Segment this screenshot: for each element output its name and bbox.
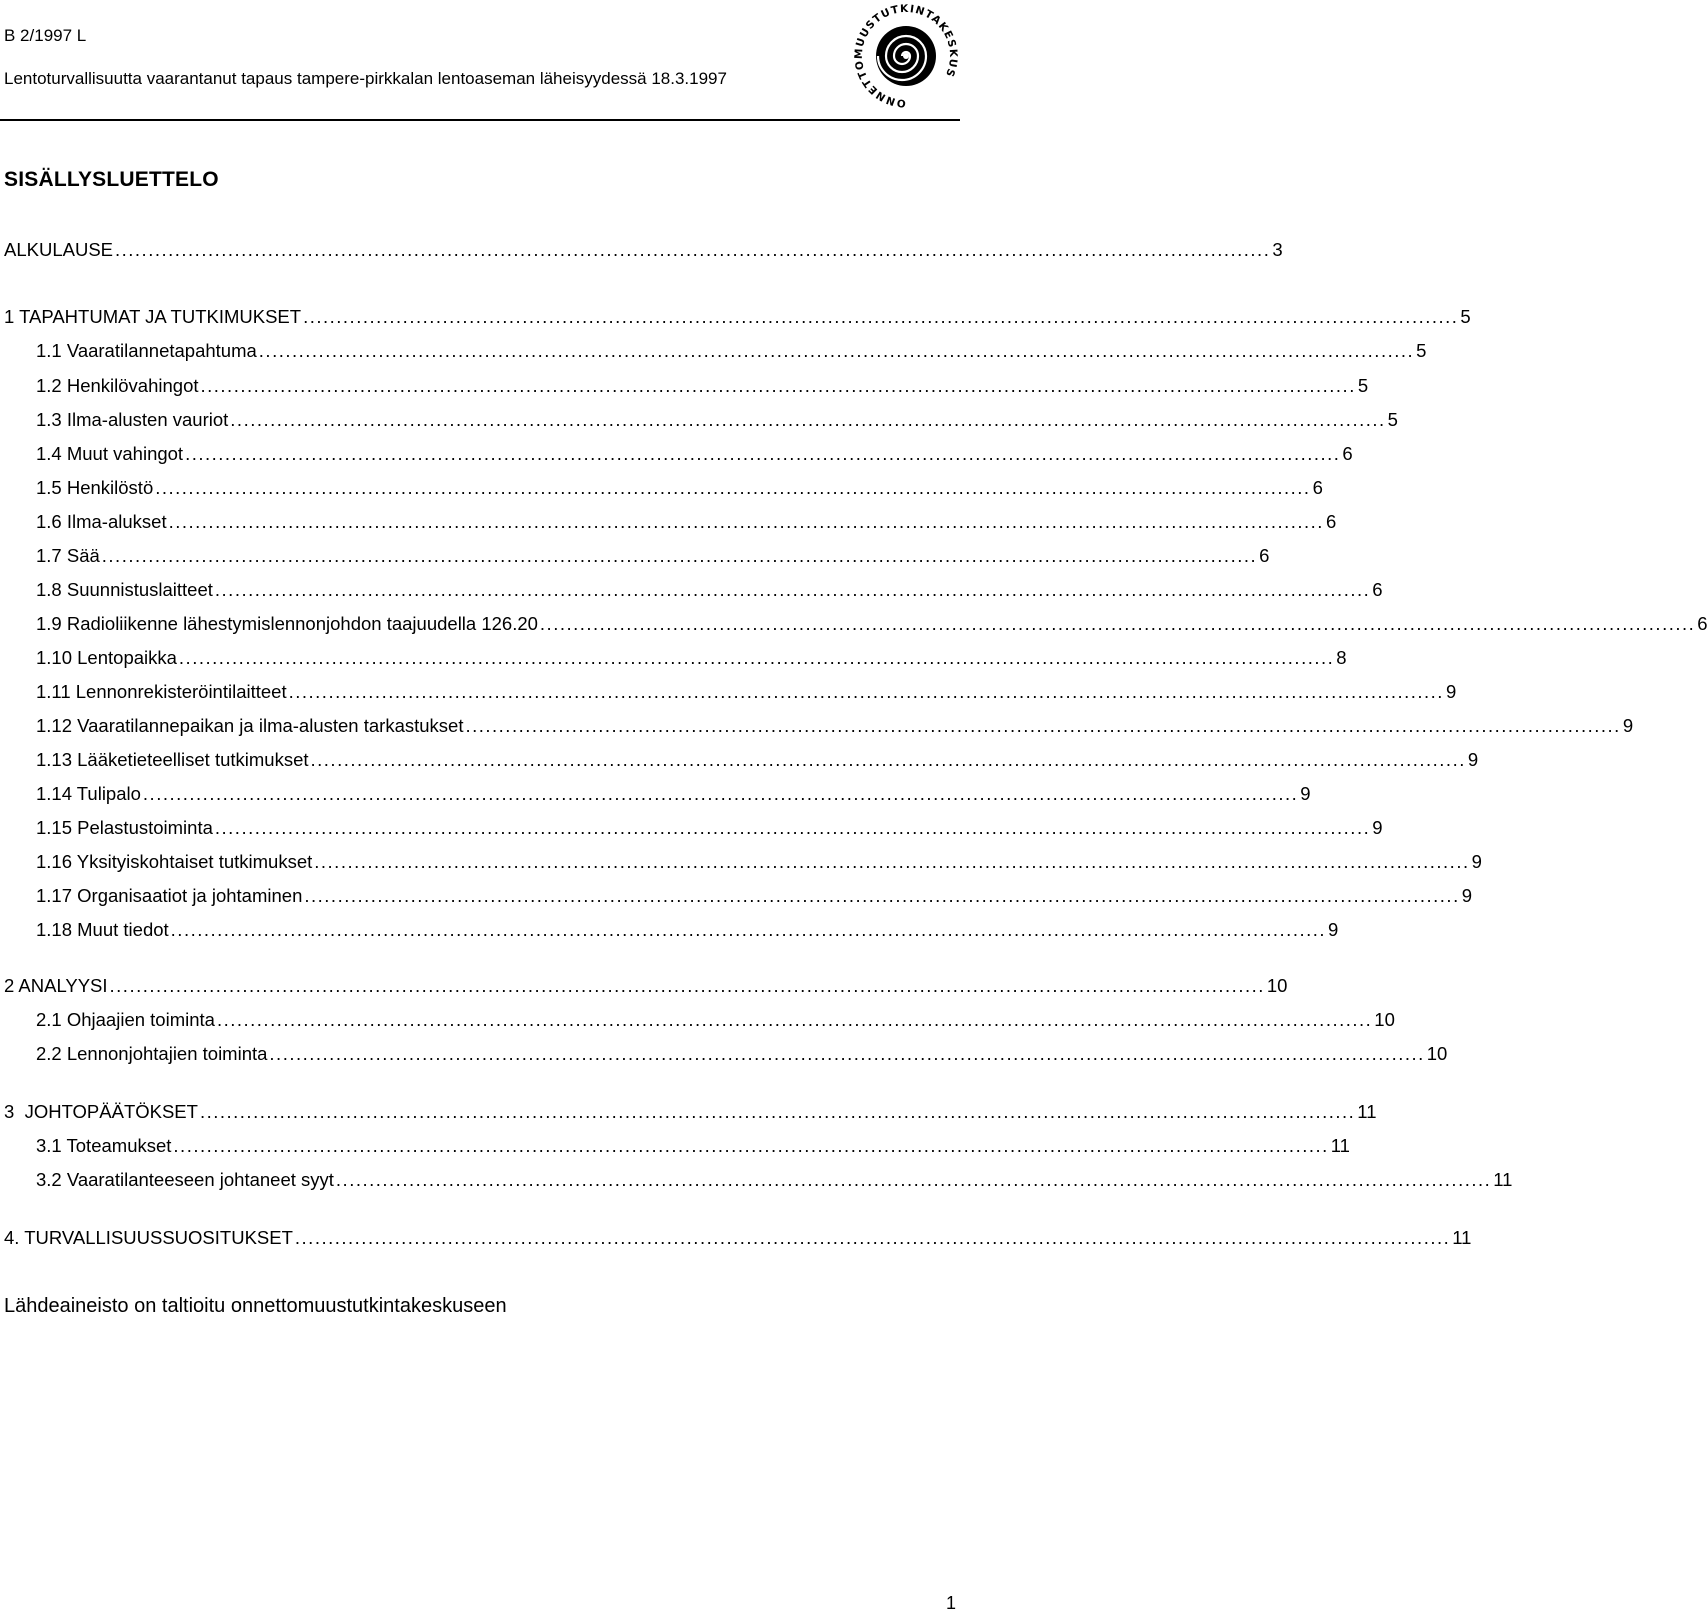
toc-leader-dots: ..............................................................................................................................................................................	[155, 477, 1311, 498]
toc-entry-label: 2.1 Ohjaajien toiminta	[36, 1009, 215, 1030]
toc-entry-1-14[interactable]	[36, 783, 1311, 809]
toc-entry-page: 11	[1330, 1135, 1350, 1156]
toc-entry-label: 1.13 Lääketieteelliset tutkimukset	[36, 749, 309, 770]
toc-entry-label: 4. TURVALLISUUSSUOSITUKSET	[4, 1227, 293, 1248]
toc-entry-label: 1.8 Suunnistuslaitteet	[36, 579, 213, 600]
toc-entry-1-16[interactable]	[36, 851, 1482, 877]
toc-entry-label: 1 TAPAHTUMAT JA TUTKIMUKSET	[4, 306, 302, 327]
toc-entry-label: 1.3 Ilma-alusten vauriot	[36, 409, 229, 430]
toc-leader-dots: ..............................................................................................................................................................................	[214, 817, 1371, 838]
toc-entry-2-2[interactable]	[36, 1043, 1448, 1069]
toc-entry-page: 11	[1452, 1227, 1472, 1248]
toc-entry-label: 1.11 Lennonrekisteröintilaitteet	[36, 681, 287, 702]
toc-entry-1-5[interactable]	[36, 477, 1323, 503]
toc-leader-dots: ..............................................................................................................................................................................	[216, 1009, 1373, 1030]
toc-entry-page: 11	[1493, 1169, 1513, 1190]
toc-leader-dots: ..............................................................................................................................................................................	[170, 919, 1327, 940]
toc-leader-dots: ..............................................................................................................................................................................	[258, 340, 1415, 361]
toc-leader-dots: ..............................................................................................................................................................................	[314, 851, 1470, 872]
header-divider	[0, 119, 960, 121]
onnettomuustutkintakeskus-logo-icon	[852, 0, 960, 118]
toc-entry-page: 5	[1387, 409, 1398, 430]
toc-leader-dots: ..............................................................................................................................................................................	[539, 613, 1696, 634]
toc-entry-label: 1.15 Pelastustoiminta	[36, 817, 213, 838]
source-material-note: Lähdeaineisto on taltioitu onnettomuustutkintakeskuseen	[4, 1295, 507, 1317]
toc-entry-label: 1.2 Henkilövahingot	[36, 375, 199, 396]
toc-entry-page: 6	[1372, 579, 1383, 600]
toc-entry-label: 1.4 Muut vahingot	[36, 443, 184, 464]
toc-entry-label: 1.12 Vaaratilannepaikan ja ilma-alusten tarkastukset	[36, 715, 464, 736]
toc-entry-1-18[interactable]	[36, 919, 1339, 945]
toc-leader-dots: ..............................................................................................................................................................................	[178, 647, 1335, 668]
toc-entry-label: 3 JOHTOPÄÄTÖKSET	[4, 1101, 198, 1122]
toc-leader-dots: ..............................................................................................................................................................................	[465, 715, 1621, 736]
toc-entry-page: 6	[1259, 545, 1270, 566]
toc-entry-alkulause[interactable]	[4, 239, 1283, 265]
toc-leader-dots: ..............................................................................................................................................................................	[304, 885, 1460, 906]
toc-entry-page: 10	[1266, 975, 1288, 996]
toc-entry-label: 1.16 Yksityiskohtaiset tutkimukset	[36, 851, 313, 872]
toc-entry-label: 3.1 Toteamukset	[36, 1135, 172, 1156]
toc-entry-label: 1.1 Vaaratilannetapahtuma	[36, 340, 257, 361]
toc-entry-label: 1.14 Tulipalo	[36, 783, 141, 804]
toc-leader-dots: ..............................................................................................................................................................................	[185, 443, 1341, 464]
toc-entry-page: 6	[1325, 511, 1337, 532]
toc-entry-1-10[interactable]	[36, 647, 1347, 673]
page-number: 1	[945, 1593, 956, 1613]
toc-leader-dots: ..............................................................................................................................................................................	[214, 579, 1371, 600]
toc-entry-page: 8	[1336, 647, 1347, 668]
toc-entry-label: 1.7 Sää	[36, 545, 100, 566]
logo-ring-text: ONNETTOMUUSTUTKINTAKESKUS	[852, 2, 960, 110]
toc-leader-dots: ..............................................................................................................................................................................	[310, 749, 1466, 770]
toc-leader-dots: ..............................................................................................................................................................................	[200, 375, 1356, 396]
toc-leader-dots: ..............................................................................................................................................................................	[168, 511, 1324, 532]
toc-entry-page: 5	[1357, 375, 1369, 396]
toc-entry-page: 3	[1272, 239, 1283, 260]
toc-entry-3[interactable]	[4, 1101, 1377, 1127]
toc-entry-page: 10	[1374, 1009, 1395, 1030]
toc-leader-dots: ..............................................................................................................................................................................	[303, 306, 1459, 327]
toc-leader-dots: ..............................................................................................................................................................................	[199, 1101, 1356, 1122]
toc-entry-page: 9	[1622, 715, 1634, 736]
toc-entry-page: 9	[1300, 783, 1311, 804]
toc-entry-page: 9	[1461, 885, 1473, 906]
toc-entry-page: 9	[1328, 919, 1339, 940]
toc-entry-3-2[interactable]	[36, 1169, 1513, 1195]
toc-entry-label: 1.9 Radioliikenne lähestymislennonjohdon taajuudella 126.20	[36, 613, 538, 634]
toc-entry-page: 11	[1357, 1101, 1377, 1122]
toc-leader-dots: ..............................................................................................................................................................................	[269, 1043, 1425, 1064]
toc-entry-page: 10	[1426, 1043, 1448, 1064]
toc-leader-dots: ..............................................................................................................................................................................	[142, 783, 1299, 804]
toc-entry-label: 2.2 Lennonjohtajien toiminta	[36, 1043, 268, 1064]
toc-leader-dots: ..............................................................................................................................................................................	[101, 545, 1258, 566]
toc-entry-page: 9	[1471, 851, 1482, 872]
toc-entry-3-1[interactable]	[36, 1135, 1350, 1161]
toc-entry-1-1[interactable]	[36, 340, 1427, 366]
toc-entry-label: 1.5 Henkilöstö	[36, 477, 154, 498]
toc-entry-page: 5	[1460, 306, 1471, 327]
toc-entry-label: 1.6 Ilma-alukset	[36, 511, 167, 532]
toc-entry-1-7[interactable]	[36, 545, 1270, 571]
toc-entry-1-2[interactable]	[36, 375, 1369, 401]
toc-entry-label: 2 ANALYYSI	[4, 975, 108, 996]
toc-entry-1-4[interactable]	[36, 443, 1353, 469]
toc-entry-2-1[interactable]	[36, 1009, 1395, 1035]
toc-entry-1[interactable]	[4, 306, 1471, 332]
toc-entry-2[interactable]	[4, 975, 1288, 1001]
toc-leader-dots: ..............................................................................................................................................................................	[294, 1227, 1451, 1248]
toc-leader-dots: ..............................................................................................................................................................................	[335, 1169, 1492, 1190]
toc-entry-label: 1.17 Organisaatiot ja johtaminen	[36, 885, 303, 906]
toc-entry-1-6[interactable]	[36, 511, 1337, 537]
toc-entry-label: 1.10 Lentopaikka	[36, 647, 177, 668]
toc-entry-page: 9	[1372, 817, 1383, 838]
toc-entry-page: 6	[1312, 477, 1323, 498]
toc-entry-label: ALKULAUSE	[4, 239, 113, 260]
toc-leader-dots: ..............................................................................................................................................................................	[109, 975, 1265, 996]
toc-leader-dots: ..............................................................................................................................................................................	[288, 681, 1444, 702]
toc-entry-4[interactable]	[4, 1227, 1472, 1253]
toc-entry-label: 1.18 Muut tiedot	[36, 919, 169, 940]
toc-entry-1-3[interactable]	[36, 409, 1398, 435]
toc-entry-1-9[interactable]	[36, 613, 1708, 639]
toc-entry-page: 6	[1342, 443, 1353, 464]
toc-entry-1-15[interactable]	[36, 817, 1383, 843]
toc-entry-1-13[interactable]	[36, 749, 1479, 775]
toc-entry-label: 3.2 Vaaratilanteeseen johtaneet syyt	[36, 1169, 334, 1190]
toc-entry-page: 9	[1467, 749, 1479, 770]
toc-leader-dots: ..............................................................................................................................................................................	[173, 1135, 1329, 1156]
document-title: Lentoturvallisuutta vaarantanut tapaus tampere-pirkkalan lentoaseman läheisyydessä 18.3.1997	[4, 69, 727, 88]
document-code: B 2/1997 L	[4, 26, 87, 45]
toc-entry-page: 9	[1445, 681, 1457, 702]
toc-entry-1-17[interactable]	[36, 885, 1473, 911]
toc-entry-1-11[interactable]	[36, 681, 1457, 707]
toc-entry-page: 5	[1416, 340, 1427, 361]
toc-entry-1-12[interactable]	[36, 715, 1634, 741]
toc-leader-dots: ..............................................................................................................................................................................	[230, 409, 1386, 430]
toc-entry-1-8[interactable]	[36, 579, 1383, 605]
toc-entry-page: 6	[1697, 613, 1708, 634]
toc-heading: SISÄLLYSLUETTELO	[4, 168, 219, 191]
toc-leader-dots: ..............................................................................................................................................................................	[115, 239, 1271, 260]
